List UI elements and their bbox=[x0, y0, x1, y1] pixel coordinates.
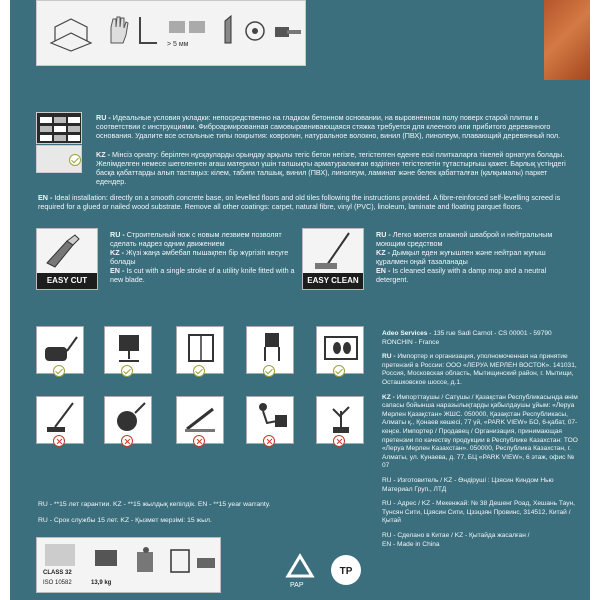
easy-cut-box bbox=[36, 228, 98, 290]
easy-clean-label: EASY CLEAN bbox=[303, 273, 363, 289]
eac-mark-icon bbox=[328, 552, 364, 588]
pap-label: PAP bbox=[290, 582, 304, 589]
gap-label: > 5 мм bbox=[167, 41, 189, 48]
utility-knife-icon bbox=[217, 13, 239, 53]
warranty-text: RU - **15 лет гарантии. KZ - **15 жылдық кепілдік. EN - **15 year warranty. bbox=[38, 501, 271, 508]
install-ok-icon bbox=[36, 145, 82, 173]
iso-label: ISO 10582 bbox=[43, 580, 72, 586]
install-text-kz: KZ - Мінсіз орнату: берілген нұсқауларды орындау арқылы тегіс бетон негізге, тегістелген еденге ескі плиткаларға тікелей орнатуға болады. Желімделген немесе шегеленген ағаш материал үшін талшықты арматураланған өздігінен тегістелетін тұтастырғыш қажет. Барлық үстіңдегі басқа қабаттарды алып тастаңыз: кілем, табиғи талшық, винил (ПВХ), линолеум, ламинат және белек қабатталған (қалқымалы) паркет едендер. bbox=[96, 150, 566, 186]
easy-cut-label: EASY CUT bbox=[37, 273, 97, 289]
easy-clean-box bbox=[302, 228, 364, 290]
svg-text:TP: TP bbox=[339, 566, 353, 577]
heavy-load-not-allowed-icon bbox=[246, 396, 294, 444]
fragile-icon bbox=[167, 546, 193, 576]
wood-floor-sample bbox=[544, 0, 590, 80]
install-text-en: EN - Ideal installation: directly on a smooth concrete base, on levelled floors and old tiles following the instructions provided. A fibre-reinforced self-levelling screed is required for a glued or nailed wood substrate. Remove all other coatings: carpet, natural fibre, vinyl (PVC), linoleum, laminate and floating parquet floors. bbox=[38, 193, 561, 211]
glove-icon bbox=[107, 13, 131, 53]
storage-flat-icon bbox=[195, 548, 217, 576]
recycling-icon bbox=[282, 552, 318, 592]
knife-scrape-not-allowed-icon bbox=[176, 396, 224, 444]
plant-pot-not-allowed-icon bbox=[316, 396, 364, 444]
class-label: CLASS 32 bbox=[43, 570, 72, 576]
chair-wheels-allowed-icon bbox=[104, 326, 152, 374]
square-ruler-icon bbox=[137, 13, 159, 53]
water-mop-not-allowed-icon bbox=[36, 396, 84, 444]
knife-cut-icon bbox=[37, 229, 99, 275]
weight-label: 13,9 kg bbox=[91, 580, 112, 586]
doormat-allowed-icon bbox=[316, 326, 364, 374]
steam-cleaner-not-allowed-icon bbox=[104, 396, 152, 444]
mop-icon bbox=[303, 229, 365, 275]
tape-measure-icon bbox=[243, 13, 269, 53]
service-life-text: RU - Срок службы 15 лет. KZ - Қызмет мерзімі: 15 жыл. bbox=[38, 517, 212, 524]
tile-tool-icon bbox=[47, 13, 95, 53]
easy-clean-text: RU - Легко моется влажной шваброй и нейтральным моющим средством KZ - Дымқыл еден жуғышпен және нейтрал жуғыш құралмен оңай тазаланады EN - Is cleaned easily with a damp mop and a neutral detergent. bbox=[376, 230, 553, 284]
class-icon bbox=[45, 544, 75, 566]
company-info: Adeo Services - 135 rue Sadi Carnot - CS 00001 - 59790 RONCHIN - France RU - Импортер и организация, уполномоченная на принятие претензий в России: ООО «ЛЕРУА МЕРЛЕН ВОСТОК». 141031, Россия, Московская область, Мытищинский район, г. Мытищи, Осташковское шоссе, д.1. KZ - Импорттаушы / Сатушы / Қазақстан Республикасында өнім сапасы бойынша наразылықтарды қабылдаушы ұйым: «Леруа Мерлен Қазақстан» ЖШС. 050000, Қазақстан Республикасы, Алматы қ., Қонаев көшесі, 77 үй, «PARK VIEW» БО, 6-қабат, 07-кеңсе. Импортер / Продавец / Организация, принимающая претензии по качеству продукции в Республике Казахстан: ТОО «Леруа Мерлен Казахстан». 050000, Республика Казахстан, г. Алматы, ул. Кунаева, д. 77, БЦ «PARK VIEW», 6 этаж, офис № 07 RU - Изготовитель / KZ - Өндіруші : Цзясин Киндом Нью Материал Груп., ЛТД RU - Адрес / KZ - Мекенжай: № 38 Дешенг Роад, Хешань Таун, Тунсян Сити, Цзясин Сити, Цзэцзян Провинс, 314512, Китай / Қытай RU - Сделано в Китае / KZ - Қытайда жасалған / EN - Made in China bbox=[382, 330, 578, 549]
specs-strip bbox=[36, 537, 221, 593]
chair-legs-allowed-icon bbox=[246, 326, 294, 374]
weight-icon bbox=[91, 544, 121, 570]
install-text-ru: RU - Идеальные условия укладки: непосредственно на гладком бетонном основании, на выровненном полу поверх старой плитки в соответствии с инструкциями. Фиброармированная самовыравнивающаяся стяжка требуется для клееного или прибитого деревянного основания. Удалите все остальные типы покрытия: ковролин, натуральное волокно, винил (ПВХ), линолеум, плавающий деревянный пол. bbox=[96, 113, 561, 140]
installation-layout-icon bbox=[36, 112, 82, 144]
vacuum-allowed-icon bbox=[36, 326, 84, 374]
easy-cut-text: RU - Строительный нож с новым лезвием позволят сделать надрез одним движением KZ - Жүзі жаңа әмбебап пышақпен бір жүргізіп кесуге болады EN - Is cut with a single stroke of a utility knife fitted with a new blade. bbox=[110, 230, 295, 284]
product-info-panel bbox=[10, 0, 590, 600]
furniture-allowed-icon bbox=[176, 326, 224, 374]
reading-manual-icon bbox=[133, 546, 159, 576]
mallet-icon bbox=[273, 13, 303, 53]
tools-box bbox=[36, 0, 306, 66]
spacer-gap-icon bbox=[167, 13, 207, 53]
